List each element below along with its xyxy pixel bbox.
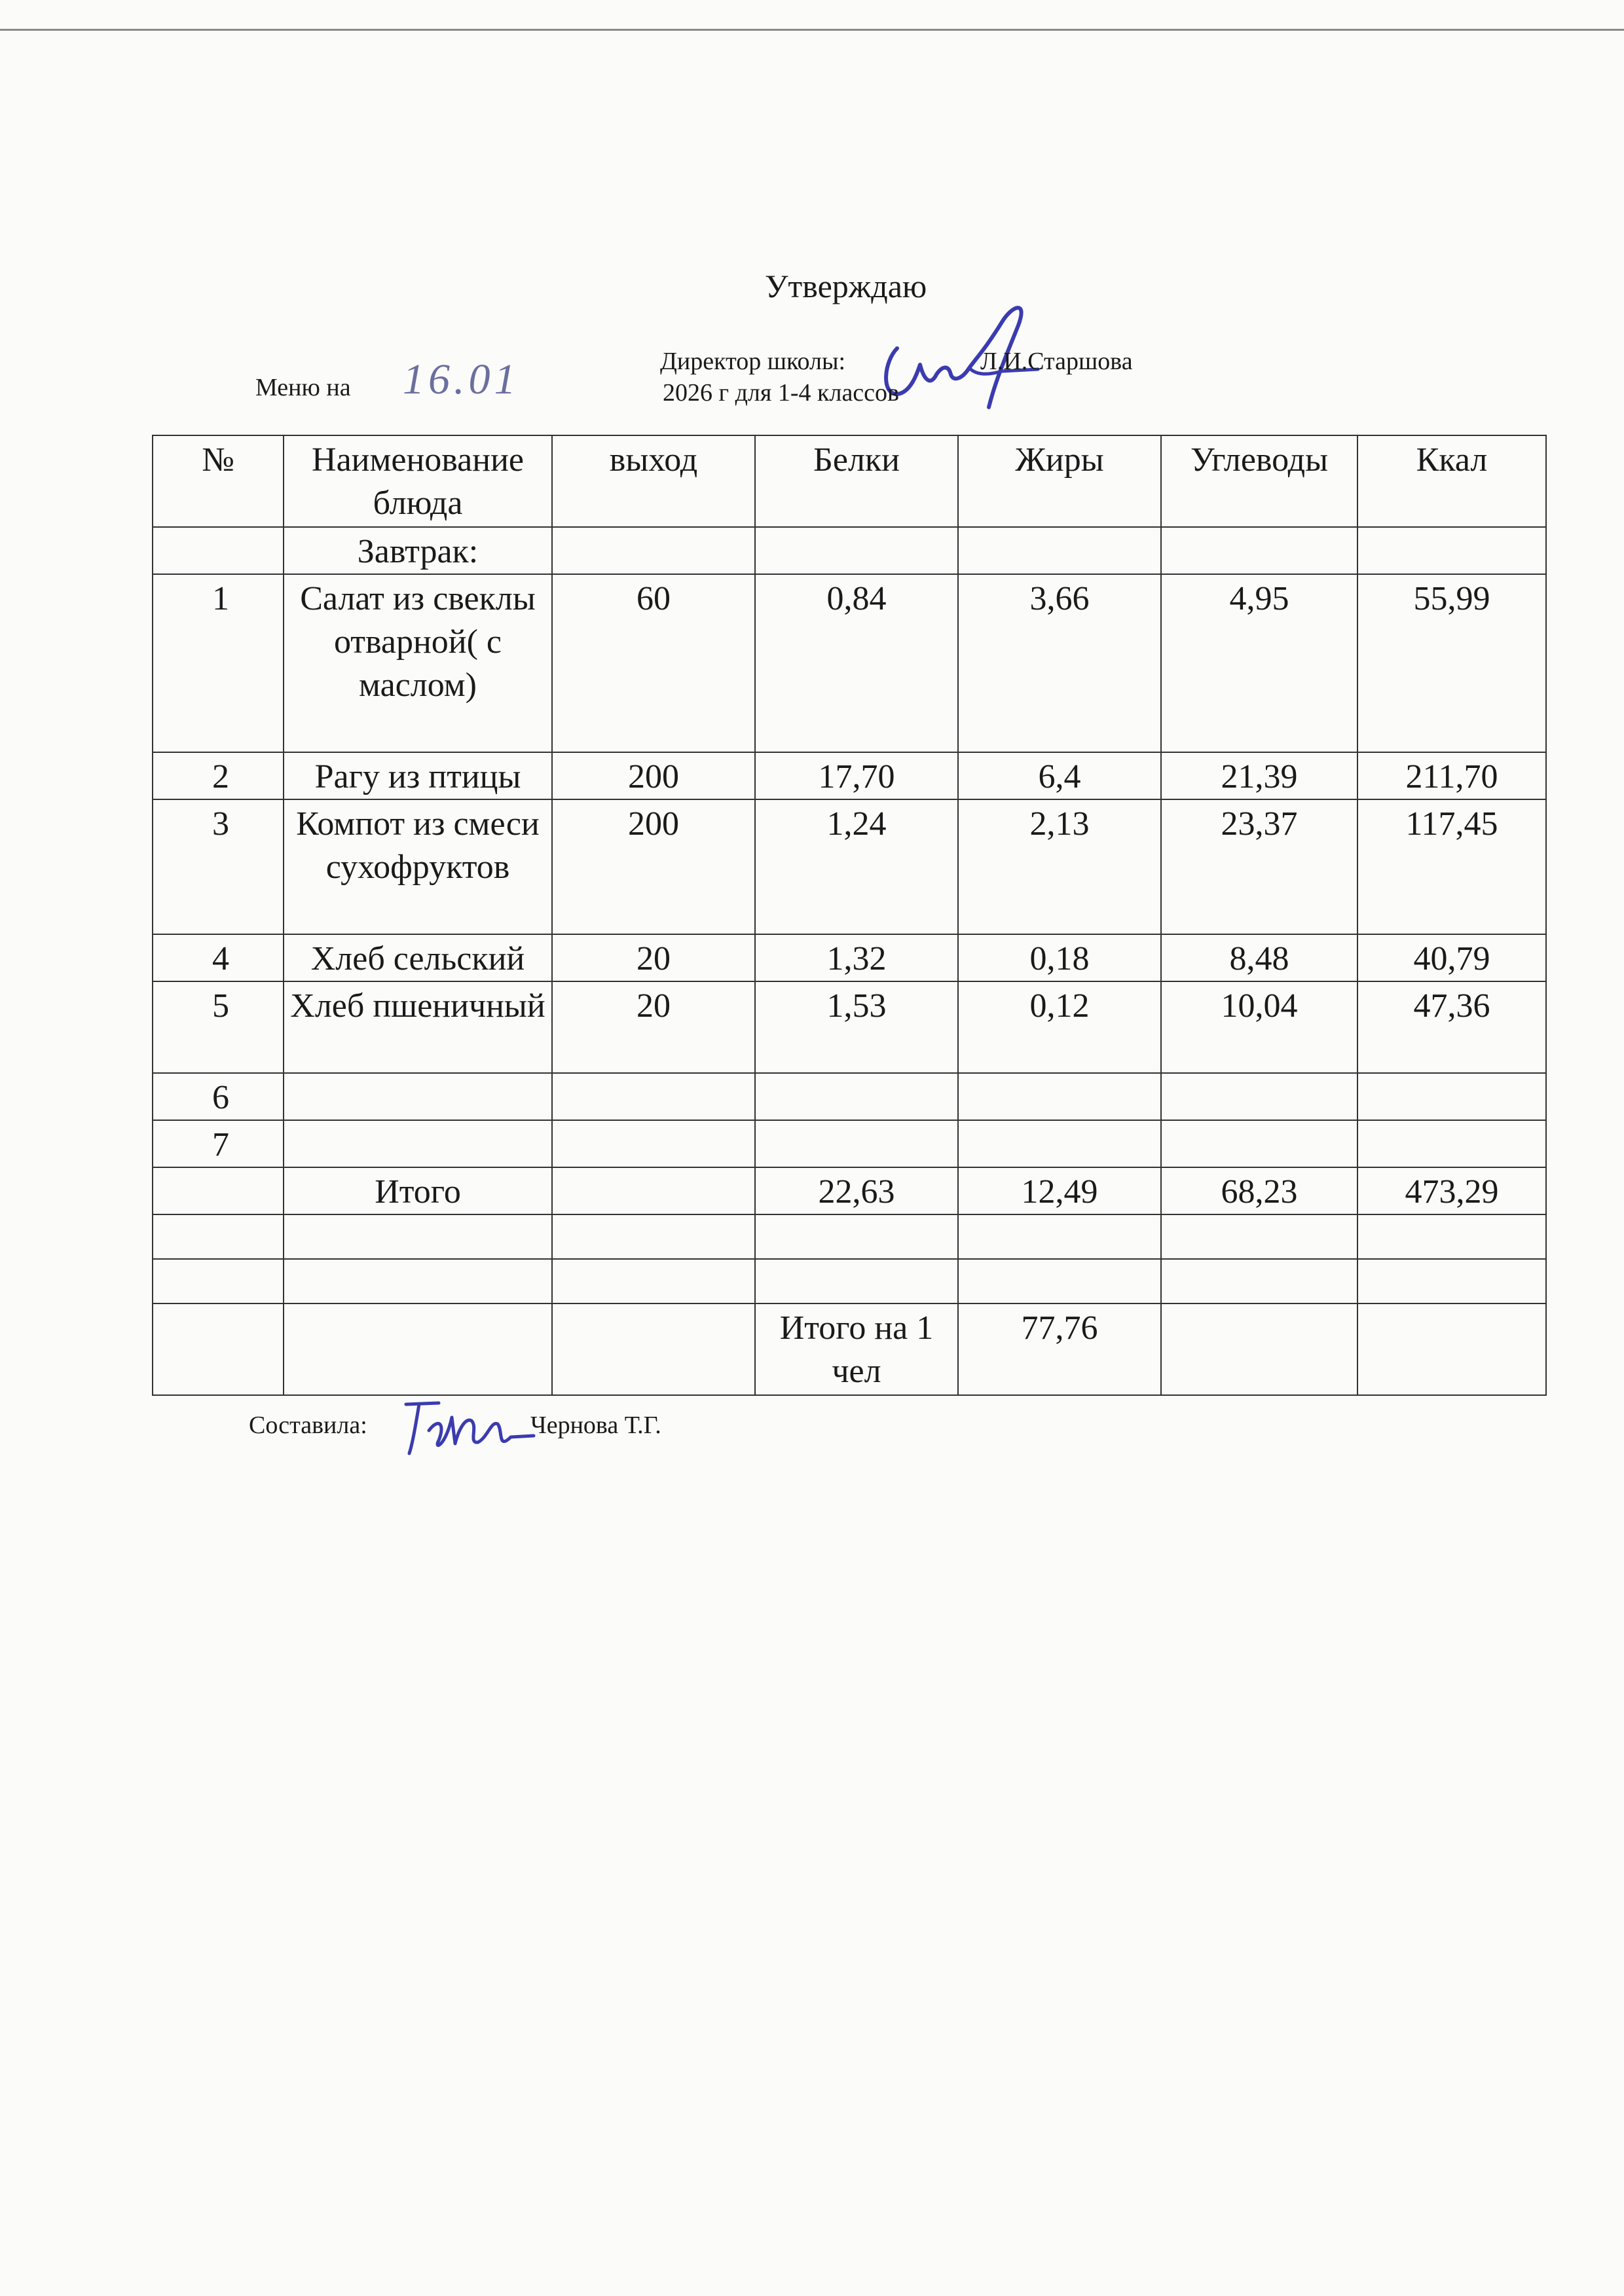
col-header-carbs: Углеводы bbox=[1161, 435, 1357, 527]
table-header-row bbox=[153, 435, 1546, 527]
dish-name: Хлеб пшеничный bbox=[284, 981, 552, 1073]
row-number: 3 bbox=[153, 799, 284, 934]
dish-name: Рагу из птицы bbox=[284, 752, 552, 799]
table-cell bbox=[755, 1120, 958, 1167]
row-number: 2 bbox=[153, 752, 284, 799]
table-cell bbox=[552, 1259, 755, 1303]
table-cell bbox=[1161, 1259, 1357, 1303]
table-cell bbox=[1357, 1303, 1546, 1395]
table-cell bbox=[552, 1214, 755, 1259]
dish-output: 20 bbox=[552, 934, 755, 981]
table-row bbox=[153, 1259, 1546, 1303]
table-cell bbox=[1161, 1214, 1357, 1259]
row-number: 7 bbox=[153, 1120, 284, 1167]
dish-kcal: 40,79 bbox=[1357, 934, 1546, 981]
table-cell bbox=[552, 1120, 755, 1167]
menu-year: 2026 г для 1-4 классов bbox=[663, 379, 899, 407]
dish-fat: 3,66 bbox=[958, 574, 1161, 752]
table-cell bbox=[552, 1073, 755, 1120]
row-number: 6 bbox=[153, 1073, 284, 1120]
table-cell bbox=[1357, 1259, 1546, 1303]
approve-title: Утверждаю bbox=[765, 268, 927, 304]
table-cell bbox=[958, 527, 1161, 574]
col-header-protein: Белки bbox=[755, 435, 958, 527]
table-cell bbox=[755, 1214, 958, 1259]
col-header-fat: Жиры bbox=[958, 435, 1161, 527]
total-row bbox=[153, 1167, 1546, 1214]
table-row bbox=[153, 934, 1546, 981]
dish-name: Хлеб сельский bbox=[284, 934, 552, 981]
meal-row bbox=[153, 527, 1546, 574]
table-row bbox=[153, 574, 1546, 752]
dish-protein: 17,70 bbox=[755, 752, 958, 799]
composer-label: Составила: bbox=[249, 1412, 367, 1439]
total-label: Итого bbox=[284, 1167, 552, 1214]
dish-carbs: 23,37 bbox=[1161, 799, 1357, 934]
dish-output: 60 bbox=[552, 574, 755, 752]
table-cell bbox=[1161, 527, 1357, 574]
table-cell bbox=[1357, 1073, 1546, 1120]
table-cell bbox=[755, 1073, 958, 1120]
dish-protein: 1,24 bbox=[755, 799, 958, 934]
dish-carbs: 4,95 bbox=[1161, 574, 1357, 752]
table-cell bbox=[755, 1259, 958, 1303]
table-row bbox=[153, 752, 1546, 799]
menu-label: Меню на bbox=[255, 374, 351, 401]
table-row bbox=[153, 981, 1546, 1073]
table-cell bbox=[755, 527, 958, 574]
dish-output: 200 bbox=[552, 799, 755, 934]
menu-date: 16.01 bbox=[403, 355, 520, 403]
table-cell bbox=[153, 527, 284, 574]
dish-name: Салат из свеклы отварной( с маслом) bbox=[284, 574, 552, 752]
dish-fat: 6,4 bbox=[958, 752, 1161, 799]
col-header-output: выход bbox=[552, 435, 755, 527]
table-row bbox=[153, 1214, 1546, 1259]
table-cell bbox=[284, 1214, 552, 1259]
director-name: Л.И.Старшова bbox=[980, 348, 1133, 375]
director-label: Директор школы: bbox=[660, 348, 846, 375]
total-fat: 12,49 bbox=[958, 1167, 1161, 1214]
dish-kcal: 55,99 bbox=[1357, 574, 1546, 752]
table-cell bbox=[958, 1214, 1161, 1259]
row-number: 5 bbox=[153, 981, 284, 1073]
dish-kcal: 117,45 bbox=[1357, 799, 1546, 934]
row-number: 4 bbox=[153, 934, 284, 981]
table-row bbox=[153, 799, 1546, 934]
table-cell bbox=[958, 1120, 1161, 1167]
dish-protein: 1,53 bbox=[755, 981, 958, 1073]
total-kcal: 473,29 bbox=[1357, 1167, 1546, 1214]
composer-name: Чернова Т.Г. bbox=[530, 1412, 661, 1439]
table-cell bbox=[1357, 1120, 1546, 1167]
table-cell bbox=[284, 1120, 552, 1167]
total-carbs: 68,23 bbox=[1161, 1167, 1357, 1214]
dish-kcal: 211,70 bbox=[1357, 752, 1546, 799]
table-cell bbox=[1161, 1073, 1357, 1120]
table-cell bbox=[153, 1303, 284, 1395]
dish-name: Компот из смеси сухофруктов bbox=[284, 799, 552, 934]
table-row bbox=[153, 1073, 1546, 1120]
per-person-row bbox=[153, 1303, 1546, 1395]
dish-protein: 0,84 bbox=[755, 574, 958, 752]
table-cell bbox=[1357, 527, 1546, 574]
table-cell bbox=[1161, 1303, 1357, 1395]
total-protein: 22,63 bbox=[755, 1167, 958, 1214]
row-number: 1 bbox=[153, 574, 284, 752]
dish-output: 20 bbox=[552, 981, 755, 1073]
table-cell bbox=[153, 1259, 284, 1303]
table-cell bbox=[284, 1073, 552, 1120]
dish-carbs: 8,48 bbox=[1161, 934, 1357, 981]
table-cell bbox=[552, 1303, 755, 1395]
table-cell bbox=[153, 1214, 284, 1259]
menu-table bbox=[152, 435, 1547, 1396]
per-person-label: Итого на 1 чел bbox=[755, 1303, 958, 1395]
table-row bbox=[153, 1120, 1546, 1167]
meal-label: Завтрак: bbox=[284, 527, 552, 574]
table-cell bbox=[284, 1259, 552, 1303]
table-cell bbox=[284, 1303, 552, 1395]
dish-carbs: 10,04 bbox=[1161, 981, 1357, 1073]
dish-fat: 0,18 bbox=[958, 934, 1161, 981]
table-cell bbox=[153, 1167, 284, 1214]
dish-protein: 1,32 bbox=[755, 934, 958, 981]
dish-carbs: 21,39 bbox=[1161, 752, 1357, 799]
table-cell bbox=[958, 1259, 1161, 1303]
scan-edge-line bbox=[0, 29, 1624, 31]
col-header-name: Наименование блюда bbox=[284, 435, 552, 527]
table-cell bbox=[1161, 1120, 1357, 1167]
per-person-value: 77,76 bbox=[958, 1303, 1161, 1395]
col-header-number: № bbox=[153, 435, 284, 527]
dish-fat: 0,12 bbox=[958, 981, 1161, 1073]
dish-kcal: 47,36 bbox=[1357, 981, 1546, 1073]
table-cell bbox=[552, 527, 755, 574]
composer-signature-icon bbox=[393, 1391, 537, 1463]
table-cell bbox=[958, 1073, 1161, 1120]
table-cell bbox=[552, 1167, 755, 1214]
dish-output: 200 bbox=[552, 752, 755, 799]
table-cell bbox=[1357, 1214, 1546, 1259]
dish-fat: 2,13 bbox=[958, 799, 1161, 934]
col-header-kcal: Ккал bbox=[1357, 435, 1546, 527]
